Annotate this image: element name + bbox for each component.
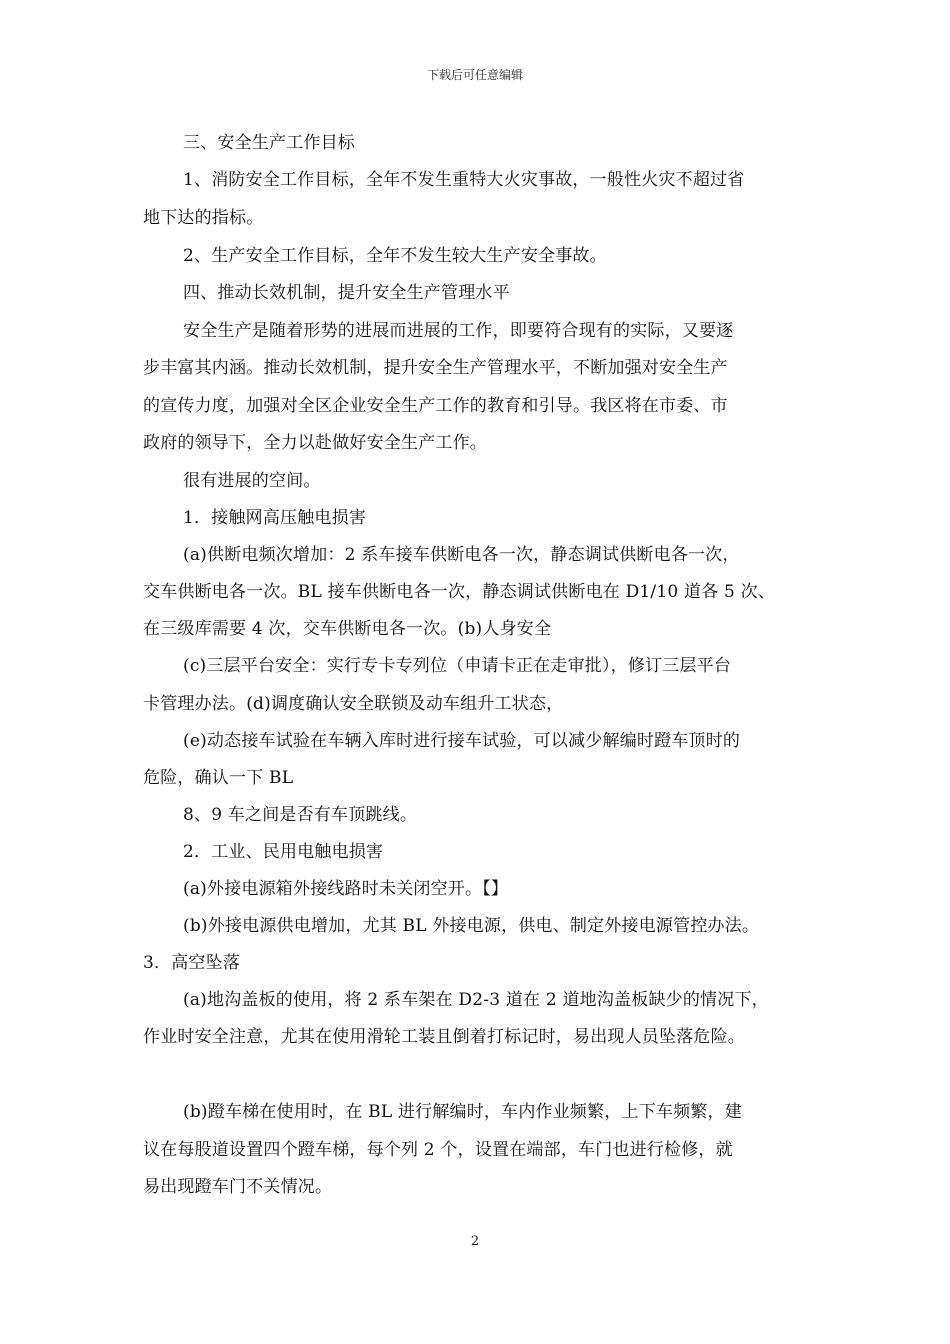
page-header: 下载后可任意编辑 [426, 68, 523, 82]
paragraph-line: 易出现蹬车门不关情况。 [143, 1177, 333, 1197]
paragraph-line: (a)供断电频次增加：2 系车接车供断电各一次，静态调试供断电各一次， [183, 545, 740, 565]
paragraph-line: 政府的领导下，全力以赴做好安全生产工作。 [143, 433, 487, 453]
paragraph-line: 安全生产是随着形势的进展而进展的工作，即要符合现有的实际，又要逐 [183, 321, 734, 341]
paragraph-line: 作业时安全注意，尤其在使用滑轮工装且倒着打标记时，易出现人员坠落危险。 [143, 1027, 745, 1047]
subheading-3: 3．高空坠落 [143, 953, 241, 973]
paragraph-line: 地下达的指标。 [143, 208, 264, 228]
subheading-1: 1．接触网高压触电损害 [183, 508, 367, 528]
paragraph-line: 2、生产安全工作目标，全年不发生较大生产安全事故。 [183, 246, 607, 266]
paragraph-line: (b)外接电源供电增加，尤其 BL 外接电源，供电、制定外接电源管控办法。 [183, 916, 760, 936]
paragraph-line: (a)外接电源箱外接线路时未关闭空开。【】 [183, 879, 509, 899]
paragraph-line: (b)蹬车梯在使用时，在 BL 进行解编时，车内作业频繁，上下车频繁，建 [183, 1102, 742, 1122]
section-heading-4: 四、推动长效机制，提升安全生产管理水平 [183, 283, 510, 303]
paragraph-line: 卡管理办法。(d)调度确认安全联锁及动车组升工状态， [143, 694, 564, 714]
paragraph-line: (c)三层平台安全：实行专卡专列位（申请卡正在走审批），修订三层平台 [183, 656, 732, 676]
paragraph-line: 步丰富其内涵。推动长效机制，提升安全生产管理水平，不断加强对安全生产 [143, 358, 728, 378]
paragraph-line: 危险，确认一下 BL [143, 768, 294, 788]
paragraph-line: 的宣传力度，加强对全区企业安全生产工作的教育和引导。我区将在市委、市 [143, 396, 728, 416]
paragraph-line: (a)地沟盖板的使用，将 2 系车架在 D2-3 道在 2 道地沟盖板缺少的情况下， [183, 990, 769, 1010]
paragraph-line: 交车供断电各一次。BL 接车供断电各一次，静态调试供断电在 D1/10 道各 5 次、 [143, 582, 776, 602]
paragraph-line: (e)动态接车试验在车辆入库时进行接车试验，可以减少解编时蹬车顶时的 [183, 731, 741, 751]
section-heading-3: 三、安全生产工作目标 [183, 133, 355, 153]
paragraph-line: 议在每股道设置四个蹬车梯，每个列 2 个，设置在端部，车门也进行检修，就 [143, 1140, 733, 1160]
paragraph-line: 很有进展的空间。 [183, 471, 321, 491]
paragraph-line: 8、9 车之间是否有车顶跳线。 [183, 805, 418, 825]
paragraph-line: 在三级库需要 4 次，交车供断电各一次。(b)人身安全 [143, 619, 552, 639]
subheading-2: 2．工业、民用电触电损害 [183, 842, 384, 862]
paragraph-line: 1、消防安全工作目标，全年不发生重特大火灾事故，一般性火灾不超过省 [183, 170, 745, 190]
page-number: 2 [470, 1234, 480, 1249]
